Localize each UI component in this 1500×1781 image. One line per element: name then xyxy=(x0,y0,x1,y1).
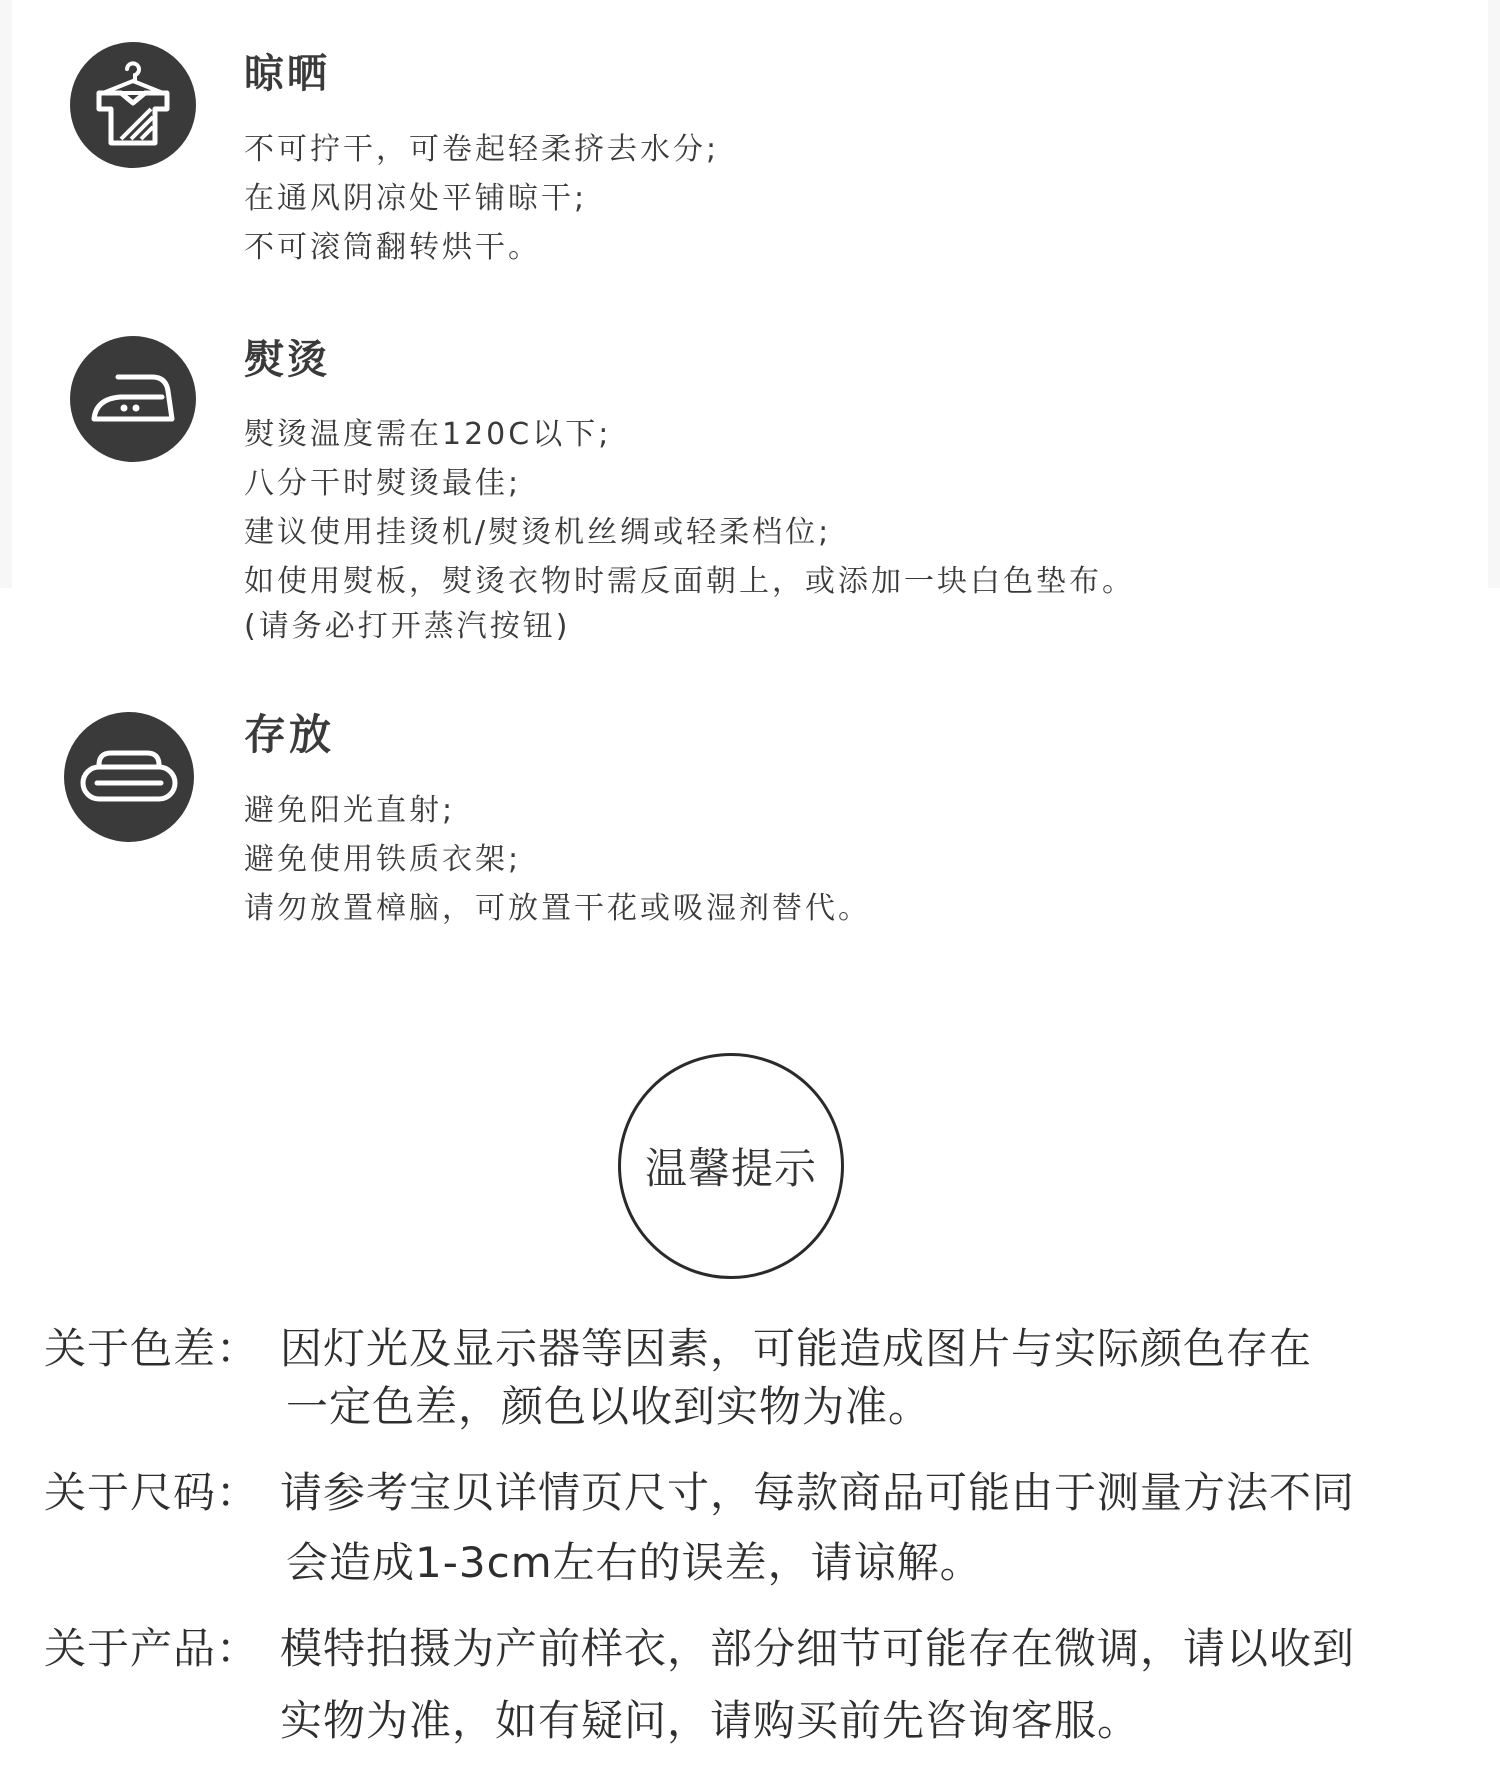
care-line: 如使用熨板，熨烫衣物时需反面朝上，或添加一块白色垫布。 xyxy=(244,564,1135,599)
care-line: 不可拧干，可卷起轻柔挤去水分; xyxy=(244,132,720,167)
tips-title-circle xyxy=(618,1053,844,1279)
care-line: 避免阳光直射; xyxy=(244,793,456,828)
notice-line: 模特拍摄为产前样衣，部分细节可能存在微调，请以收到 xyxy=(280,1624,1356,1673)
folded-cloth-icon xyxy=(64,712,194,842)
shirt-hanger-icon xyxy=(70,42,196,168)
care-title: 存放 xyxy=(244,710,335,759)
notice-label: 关于色差： xyxy=(44,1324,260,1373)
care-line: 八分干时熨烫最佳; xyxy=(244,466,522,501)
notice-label: 关于产品： xyxy=(44,1624,260,1673)
notice-line: 一定色差，颜色以收到实物为准。 xyxy=(286,1382,932,1431)
iron-icon xyxy=(70,336,196,462)
notice-label: 关于尺码： xyxy=(44,1468,260,1517)
care-line: 在通风阴凉处平铺晾干; xyxy=(244,181,588,216)
notice-line: 会造成1-3cm左右的误差，请谅解。 xyxy=(286,1538,983,1587)
care-title: 晾晒 xyxy=(244,51,330,97)
notice-line: 因灯光及显示器等因素，可能造成图片与实际颜色存在 xyxy=(280,1324,1313,1373)
care-line: 建议使用挂烫机/熨烫机丝绸或轻柔档位; xyxy=(244,515,832,550)
care-title: 熨烫 xyxy=(244,337,330,383)
tips-title: 温馨提示 xyxy=(644,1144,817,1193)
care-lines xyxy=(244,786,871,933)
notice-line: 请参考宝贝详情页尺寸，每款商品可能由于测量方法不同 xyxy=(280,1468,1356,1517)
care-line: 熨烫温度需在120C以下; xyxy=(244,417,612,452)
care-lines xyxy=(244,125,719,272)
care-lines xyxy=(244,410,1135,648)
care-line: (请务必打开蒸汽按钮) xyxy=(244,609,571,644)
notice-line: 实物为准，如有疑问，请购买前先咨询客服。 xyxy=(280,1696,1141,1745)
care-line: 请勿放置樟脑，可放置干花或吸湿剂替代。 xyxy=(244,891,871,926)
care-line: 不可滚筒翻转烘干。 xyxy=(244,230,541,265)
care-line: 避免使用铁质衣架; xyxy=(244,842,522,877)
